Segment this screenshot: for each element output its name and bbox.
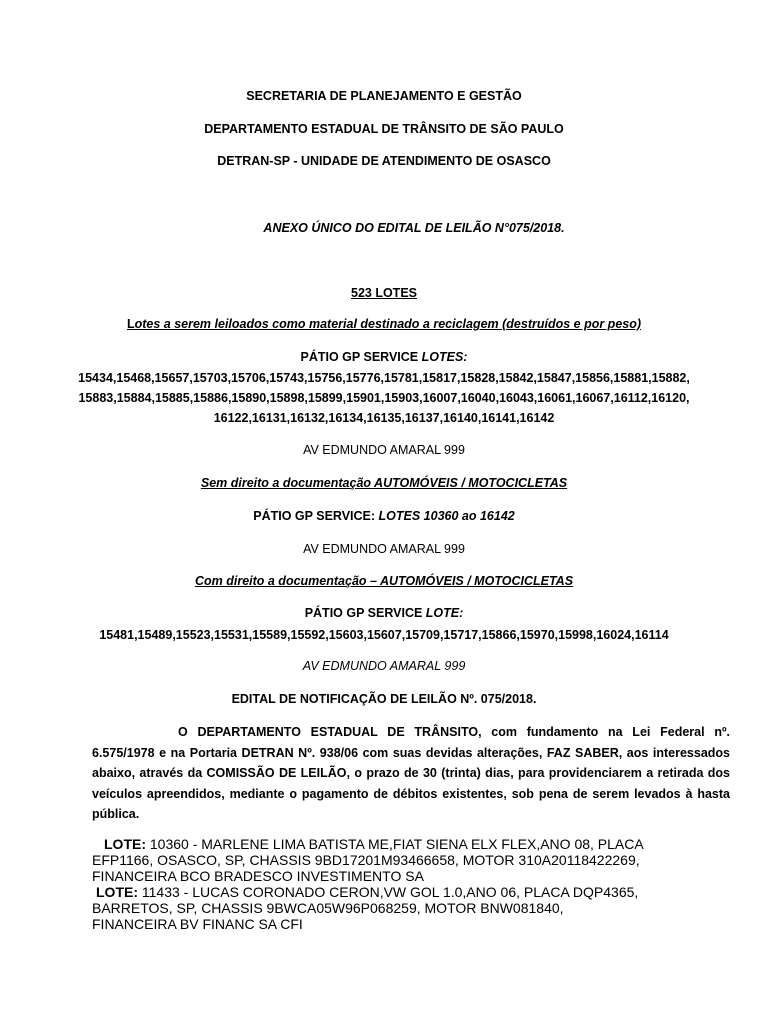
recycling-lot-line: 15434,15468,15657,15703,15706,15743,15756,15776,15781,15817,15828,15842,15847,15856,15881,15882, bbox=[78, 371, 690, 385]
lote-entry-line: FINANCEIRA BV FINANC SA CFI bbox=[92, 916, 303, 932]
lotes-count: 523 LOTES bbox=[351, 286, 417, 300]
anexo-title: ANEXO ÚNICO DO EDITAL DE LEILÃO N°075/2018. bbox=[263, 221, 565, 235]
lote-entry-line: FINANCEIRA BCO BRADESCO INVESTIMENTO SA bbox=[92, 868, 424, 884]
lote-entry-line: BARRETOS, SP, CHASSIS 9BWCA05W96P068259, MOTOR BNW081840, bbox=[92, 900, 564, 916]
header-secretaria: SECRETARIA DE PLANEJAMENTO E GESTÃO bbox=[246, 89, 522, 103]
sem-direito-patio-lotes: LOTES 10360 ao 16142 bbox=[378, 509, 515, 523]
recycling-heading-text: otes a serem leiloados como material destinado a reciclagem (destruídos e por peso) bbox=[134, 317, 642, 331]
recycling-patio bbox=[0, 350, 768, 364]
lote-entry-line bbox=[96, 884, 746, 900]
recycling-patio-label: PÁTIO GP SERVICE bbox=[300, 350, 422, 364]
notice-paragraph: O DEPARTAMENTO ESTADUAL DE TRÂNSITO, com fundamento na Lei Federal nº. 6.575/1978 e na Portaria DETRAN Nº. 938/06 com suas devidas alterações, FAZ SABER, aos interessados abaixo, através da COMISSÃO DE LEILÃO, o prazo de 30 (trinta) dias, para providenciarem a retirada dos veículos apreendidos, mediante o pagamento de débitos existentes, sob pena de serem levados à hasta pública. bbox=[92, 725, 730, 821]
lote-line1: 10360 - MARLENE LIMA BATISTA ME,FIAT SIENA ELX FLEX,ANO 08, PLACA bbox=[146, 836, 644, 852]
lote-entry-line bbox=[104, 836, 754, 852]
lote-line1: 11433 - LUCAS CORONADO CERON,VW GOL 1.0,ANO 06, PLACA DQP4365, bbox=[138, 884, 639, 900]
lote-entry-line: EFP1166, OSASCO, SP, CHASSIS 9BD17201M93466658, MOTOR 310A20118422269, bbox=[92, 852, 640, 868]
lote-entry bbox=[104, 836, 754, 852]
com-direito-patio-lotes: LOTE: bbox=[425, 606, 464, 620]
com-direito-address: AV EDMUNDO AMARAL 999 bbox=[302, 659, 466, 673]
sem-direito-patio bbox=[0, 509, 768, 523]
com-direito-lot-line: 15481,15489,15523,15531,15589,15592,15603,15607,15709,15717,15866,15970,15998,16024,16114 bbox=[99, 628, 669, 642]
sem-direito-patio-label: PÁTIO GP SERVICE: bbox=[253, 509, 379, 523]
recycling-lot-line: 15883,15884,15885,15886,15890,15898,15899,15901,15903,16007,16040,16043,16061,16067,16112,16120, bbox=[78, 391, 690, 405]
lote-label: LOTE: bbox=[96, 884, 138, 900]
recycling-heading-initial: L bbox=[126, 317, 135, 331]
recycling-patio-lotes: LOTES: bbox=[421, 350, 468, 364]
recycling-lot-line: 16122,16131,16132,16134,16135,16137,16140,16141,16142 bbox=[213, 411, 555, 425]
com-direito-patio bbox=[0, 606, 768, 620]
recycling-address: AV EDMUNDO AMARAL 999 bbox=[303, 443, 465, 457]
com-direito-heading: Com direito a documentação – AUTOMÓVEIS / MOTOCICLETAS bbox=[194, 574, 574, 588]
recycling-heading bbox=[0, 317, 768, 331]
com-direito-patio-label: PÁTIO GP SERVICE bbox=[304, 606, 426, 620]
sem-direito-heading: Sem direito a documentação AUTOMÓVEIS / MOTOCICLETAS bbox=[200, 476, 568, 490]
edital-title: EDITAL DE NOTIFICAÇÃO DE LEILÃO Nº. 075/2018. bbox=[231, 692, 537, 706]
lote-entry bbox=[96, 884, 746, 900]
header-unidade: DETRAN-SP - UNIDADE DE ATENDIMENTO DE OSASCO bbox=[217, 154, 551, 168]
lote-label: LOTE: bbox=[104, 836, 146, 852]
sem-direito-address: AV EDMUNDO AMARAL 999 bbox=[303, 542, 465, 556]
header-departamento: DEPARTAMENTO ESTADUAL DE TRÂNSITO DE SÃO PAULO bbox=[204, 122, 564, 136]
